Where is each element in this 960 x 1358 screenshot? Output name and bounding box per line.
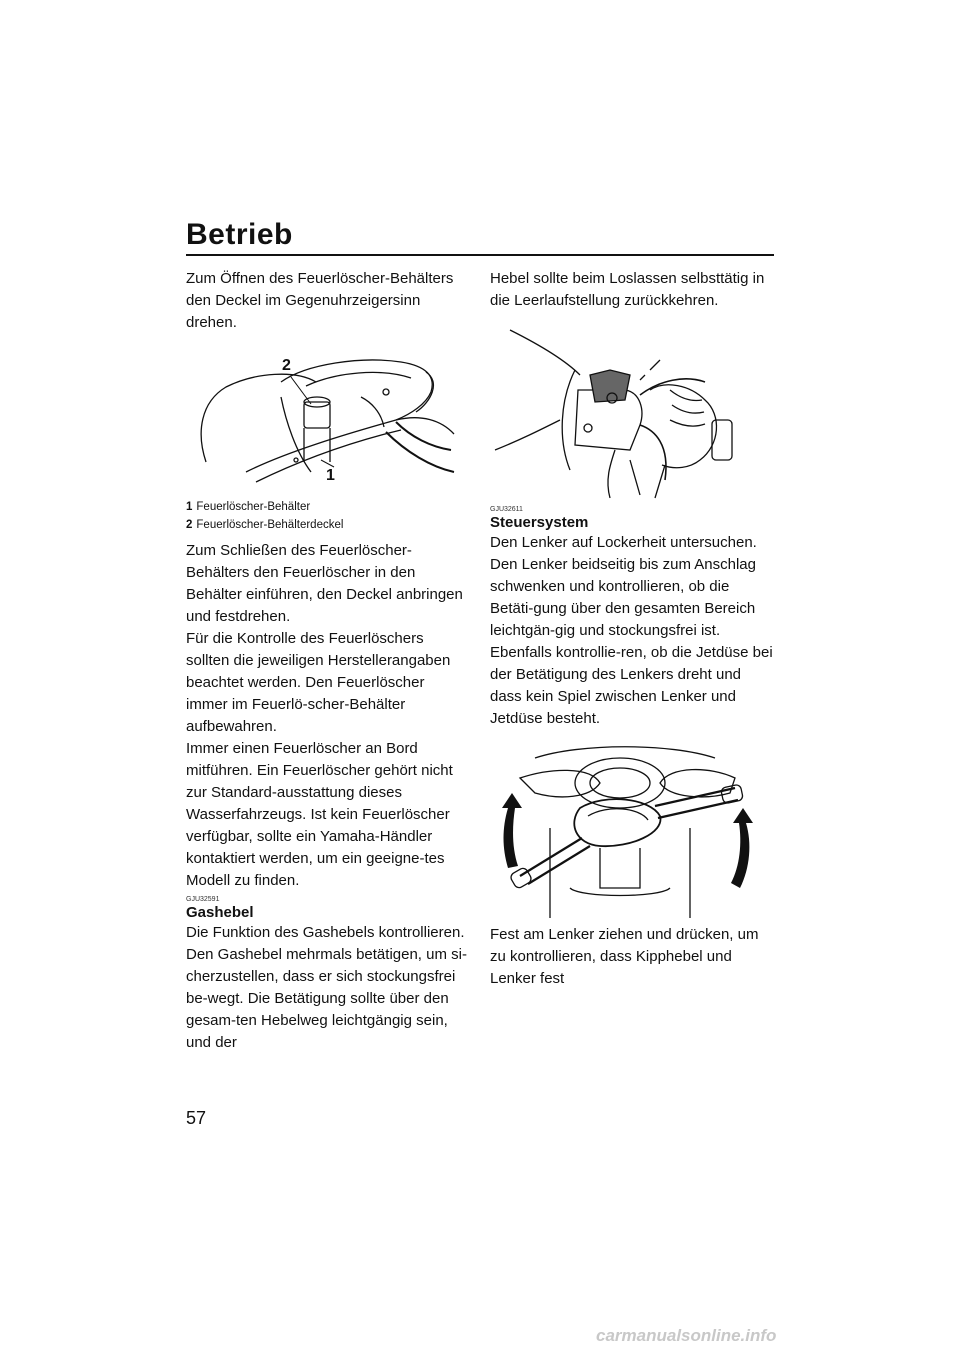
section-code: GJU32591 <box>186 896 220 903</box>
caption-text: Feuerlöscher-Behälter <box>196 501 311 513</box>
paragraph: Den Gashebel mehrmals betätigen, um si-cherzustellen, dass er sich stockungsfrei be-wegt. Die Betätigung sollte über den gesam-ten Hebelweg leichtgängig sein, und der <box>186 946 467 1051</box>
paragraph: Hebel sollte beim Loslassen selbsttätig in die Leerlaufstellung zurückkehren. <box>490 270 765 309</box>
throttle-lever-illustration <box>490 320 760 500</box>
right-column <box>490 268 774 990</box>
title-rule <box>186 254 774 256</box>
callout-2: 2 <box>282 357 291 374</box>
paragraph: Den Lenker auf Lockerheit untersuchen. <box>490 534 757 551</box>
paragraph: Für die Kontrolle des Feuerlöschers sollten die jeweiligen Herstellerangaben beachtet werden. Den Feuerlöscher immer im Feuerlö-scher-Behälter aufbewahren. <box>186 630 451 735</box>
paragraph: Fest am Lenker ziehen und drücken, um zu kontrollieren, dass Kipphebel und Lenker fest <box>490 926 759 987</box>
page-number: 57 <box>186 1108 207 1128</box>
figure-caption-list <box>186 498 470 534</box>
caption-number: 2 <box>186 519 193 531</box>
callout-1: 1 <box>326 467 335 484</box>
caption-item <box>186 498 470 516</box>
section-heading: Steuersystem <box>490 514 589 531</box>
caption-item <box>186 516 470 534</box>
left-column <box>186 268 470 1054</box>
paragraph: Immer einen Feuerlöscher an Bord mitführen. Ein Feuerlöscher gehört nicht zur Standard-ausstattung dieses Wasserfahrzeugs. Ist kein Feuerlöscher verfügbar, sollte ein Yamaha-Händler kontaktiert werden, um ein geeigne-tes Modell zu finden. <box>186 740 453 889</box>
paragraph: Den Lenker beidseitig bis zum Anschlag schwenken und kontrollieren, ob die Betäti-gung über den gesamten Bereich leichtgän-gig und stockungsfrei ist. Ebenfalls kontrollie-ren, ob die Jetdüse bei der Betätigung des Lenkers dreht und dass kein Spiel zwischen Lenker und Jetdüse besteht. <box>490 556 773 727</box>
caption-text: Feuerlöscher-Behälterdeckel <box>196 519 344 531</box>
paragraph: Zum Schließen des Feuerlöscher-Behälters den Feuerlöscher in den Behälter einführen, den Deckel anbringen und festdrehen. <box>186 542 463 625</box>
fire-extinguisher-container-illustration <box>186 342 456 492</box>
paragraph: Zum Öffnen des Feuerlöscher-Behälters den Deckel im Gegenuhrzeigersinn drehen. <box>186 270 454 331</box>
caption-number: 1 <box>186 501 193 513</box>
section-code: GJU32611 <box>490 506 523 513</box>
steering-handlebar-illustration <box>490 738 760 918</box>
page-title: Betrieb <box>186 218 293 251</box>
section-heading: Gashebel <box>186 904 254 921</box>
paragraph: Die Funktion des Gashebels kontrollieren. <box>186 924 465 941</box>
watermark: carmanualsonline.info <box>596 1326 777 1345</box>
